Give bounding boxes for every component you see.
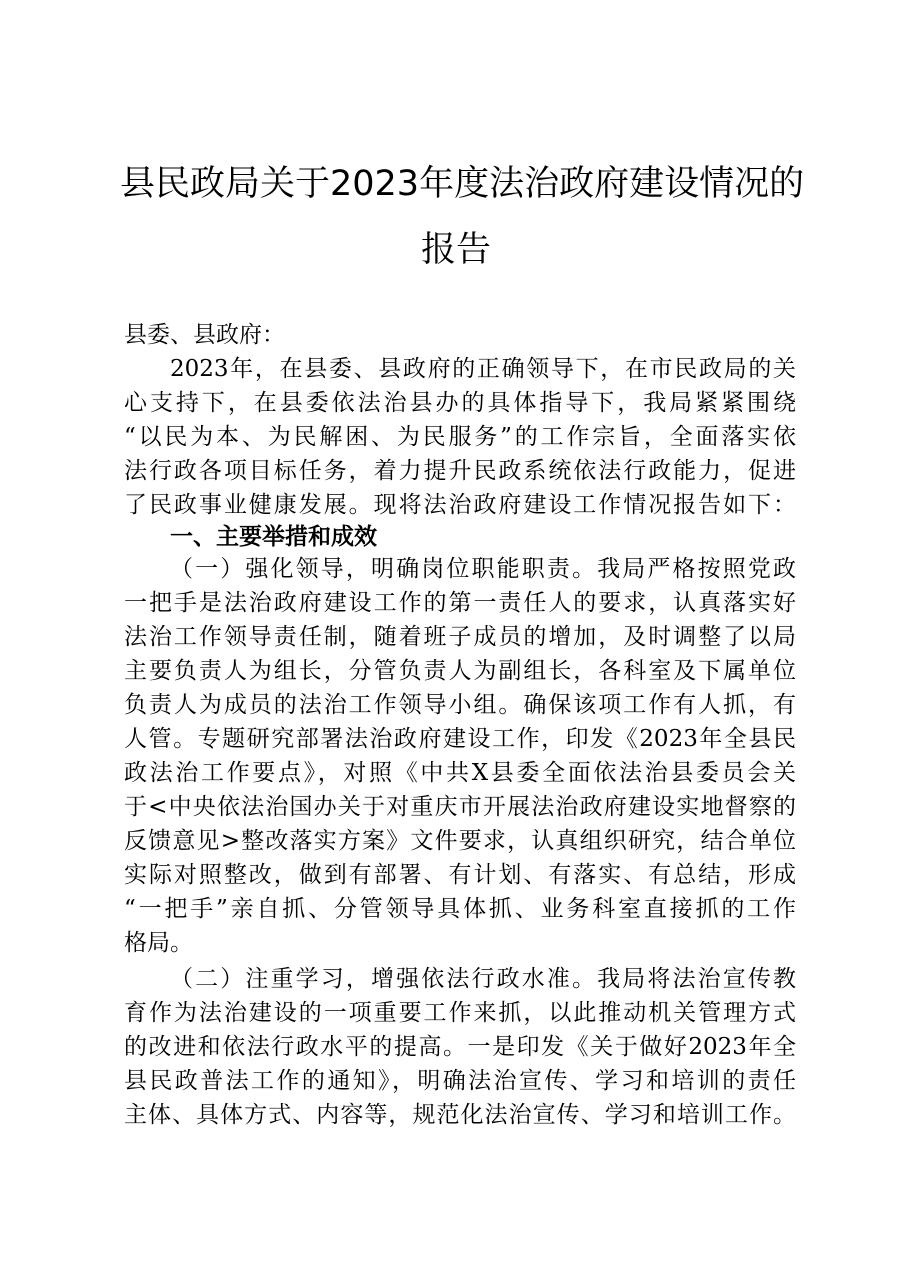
paragraph-2-line: 主要负责人为组长，分管负责人为副组长，各科室及下属单位 <box>124 658 796 684</box>
paragraph-2-line: （一）强化领导，明确岗位职能职责。我局严格按照党政 <box>170 556 796 582</box>
paragraph-1-line: 心支持下，在县委依法治县办的具体指导下，我局紧紧围绕 <box>124 390 796 416</box>
section-heading-1: 一、主要举措和成效 <box>170 523 377 550</box>
paragraph-2-line: 反馈意见>整改落实方案》文件要求，认真组织研究，结合单位 <box>124 828 796 854</box>
document-title-line-1: 县民政局关于2023年度法治政府建设情况的 <box>120 164 805 204</box>
paragraph-2-line: 人管。专题研究部署法治政府建设工作，印发《2023年全县民 <box>124 726 796 752</box>
paragraph-1-line: 法行政各项目标任务，着力提升民政系统依法行政能力，促进 <box>124 458 796 484</box>
paragraph-2-line: 负责人为成员的法治工作领导小组。确保该项工作有人抓，有 <box>124 692 796 718</box>
salutation: 县委、县政府： <box>124 322 285 348</box>
paragraph-2-line: 法治工作领导责任制，随着班子成员的增加，及时调整了以局 <box>124 624 796 650</box>
paragraph-1-line: 了民政事业健康发展。现将法治政府建设工作情况报告如下： <box>124 492 796 518</box>
paragraph-2-line: 于<中央依法治国办关于对重庆市开展法治政府建设实地督察的 <box>124 794 796 820</box>
paragraph-2-line: 实际对照整改，做到有部署、有计划、有落实、有总结，形成 <box>124 862 796 888</box>
paragraph-2-line: 一把手是法治政府建设工作的第一责任人的要求，认真落实好 <box>124 590 796 616</box>
paragraph-1-line: “以民为本、为民解困、为民服务”的工作宗旨，全面落实依 <box>124 424 796 450</box>
paragraph-2-line: 格局。 <box>124 930 193 956</box>
paragraph-3-line: （二）注重学习，增强依法行政水准。我局将法治宣传教 <box>170 966 796 992</box>
paragraph-3-line: 县民政普法工作的通知》，明确法治宣传、学习和培训的责任 <box>124 1068 796 1094</box>
paragraph-3-line: 的改进和依法行政水平的提高。一是印发《关于做好2023年全 <box>124 1034 796 1060</box>
paragraph-3-line: 育作为法治建设的一项重要工作来抓，以此推动机关管理方式 <box>124 1000 796 1026</box>
paragraph-3-line: 主体、具体方式、内容等，规范化法治宣传、学习和培训工作。 <box>124 1102 796 1128</box>
document-title-line-2: 报告 <box>420 230 491 270</box>
paragraph-2-line: 政法治工作要点》，对照《中共X县委全面依法治县委员会关 <box>124 760 796 786</box>
paragraph-2-line: “一把手”亲自抓、分管领导具体抓、业务科室直接抓的工作 <box>124 896 796 922</box>
paragraph-1-line: 2023年，在县委、县政府的正确领导下，在市民政局的关 <box>170 356 796 382</box>
